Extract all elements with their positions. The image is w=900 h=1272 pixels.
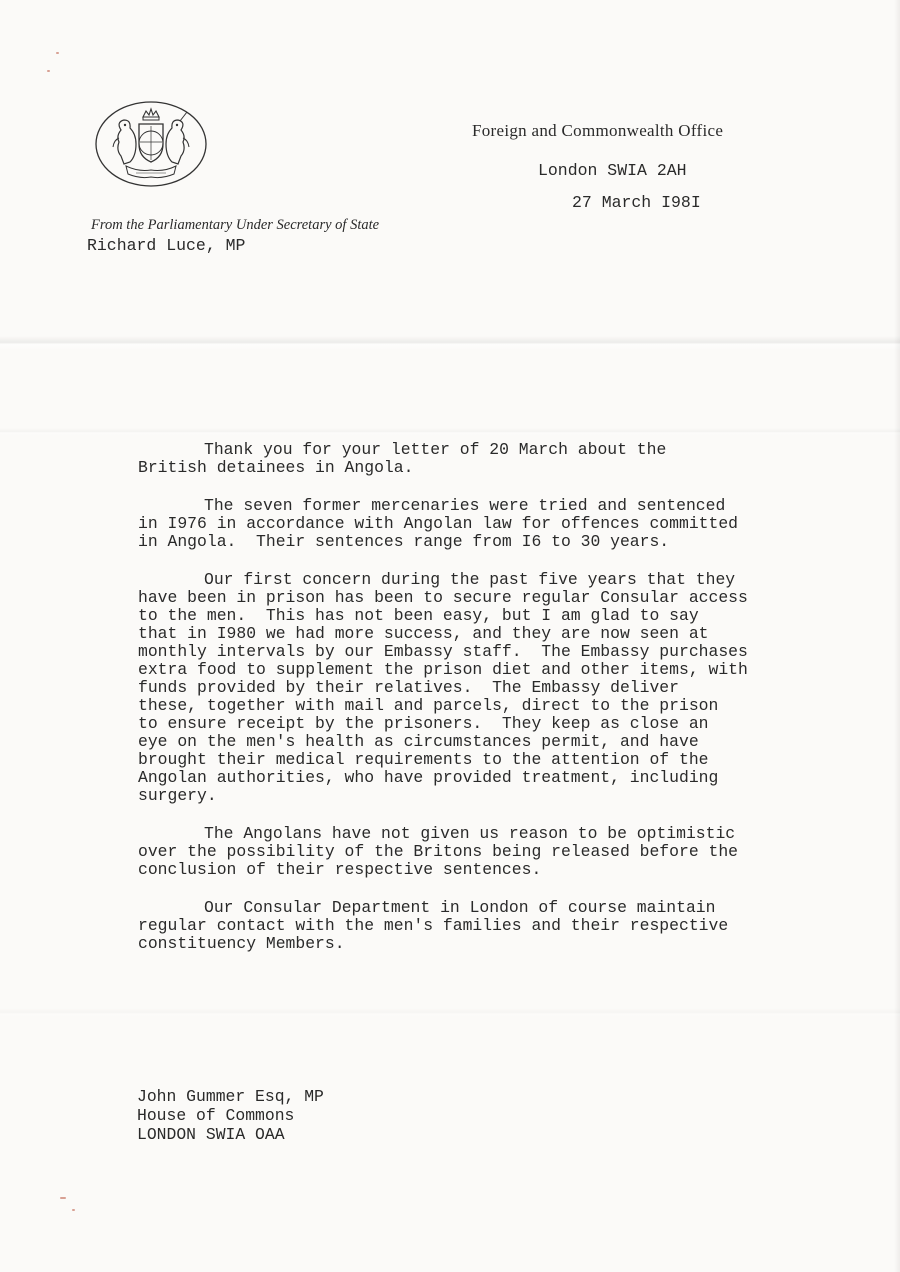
text-line: surgery. — [138, 786, 217, 805]
text-line: have been in prison has been to secure regular Consular access — [138, 588, 748, 607]
sender-name: Richard Luce, MP — [87, 236, 246, 255]
text-line: brought their medical requirements to the attention of the — [138, 750, 709, 769]
letter-date: 27 March I98I — [572, 193, 701, 212]
text-line: Thank you for your letter of 20 March about the — [204, 440, 667, 459]
letter-body — [138, 441, 838, 973]
paper-fold — [0, 428, 900, 436]
ink-speck — [72, 1209, 75, 1211]
paragraph — [138, 571, 838, 805]
text-line: to the men. This has not been easy, but I am glad to say — [138, 606, 699, 625]
royal-coat-of-arms-icon — [94, 100, 208, 188]
text-line: The seven former mercenaries were tried and sentenced — [204, 496, 726, 515]
text-line: Our Consular Department in London of course maintain — [204, 898, 716, 917]
paper-edge-shadow — [894, 0, 900, 1272]
recipient-name: John Gummer Esq, MP — [137, 1087, 324, 1106]
text-line: in Angola. Their sentences range from I6 to 30 years. — [138, 532, 670, 551]
paragraph — [138, 497, 838, 551]
text-line: in I976 in accordance with Angolan law for offences committed — [138, 514, 738, 533]
office-address: London SWIA 2AH — [538, 161, 687, 180]
paragraph — [138, 899, 838, 953]
text-line: Our first concern during the past five years that they — [204, 570, 736, 589]
ink-speck — [60, 1197, 66, 1199]
text-line: that in I980 we had more success, and they are now seen at — [138, 624, 709, 643]
text-line: constituency Members. — [138, 934, 345, 953]
text-line: over the possibility of the Britons being released before the — [138, 842, 738, 861]
recipient-address — [137, 1087, 324, 1144]
text-line: Angolan authorities, who have provided treatment, including — [138, 768, 719, 787]
ink-speck — [47, 70, 50, 72]
ink-speck — [56, 52, 59, 54]
office-name: Foreign and Commonwealth Office — [472, 121, 724, 140]
text-line: conclusion of their respective sentences. — [138, 860, 542, 879]
from-line: From the Parliamentary Under Secretary of State — [91, 217, 380, 233]
recipient-org: House of Commons — [137, 1106, 295, 1125]
text-line: The Angolans have not given us reason to be optimistic — [204, 824, 736, 843]
paper-fold — [0, 1008, 900, 1018]
text-line: eye on the men's health as circumstances permit, and have — [138, 732, 699, 751]
text-line: extra food to supplement the prison diet and other items, with — [138, 660, 748, 679]
paragraph — [138, 441, 838, 477]
text-line: monthly intervals by our Embassy staff. The Embassy purchases — [138, 642, 748, 661]
text-line: British detainees in Angola. — [138, 458, 414, 477]
text-line: regular contact with the men's families and their respective — [138, 916, 729, 935]
text-line: to ensure receipt by the prisoners. They keep as close an — [138, 714, 709, 733]
paper-fold — [0, 336, 900, 350]
text-line: these, together with mail and parcels, direct to the prison — [138, 696, 719, 715]
recipient-city: LONDON SWIA OAA — [137, 1125, 285, 1144]
paragraph — [138, 825, 838, 879]
text-line: funds provided by their relatives. The Embassy deliver — [138, 678, 679, 697]
